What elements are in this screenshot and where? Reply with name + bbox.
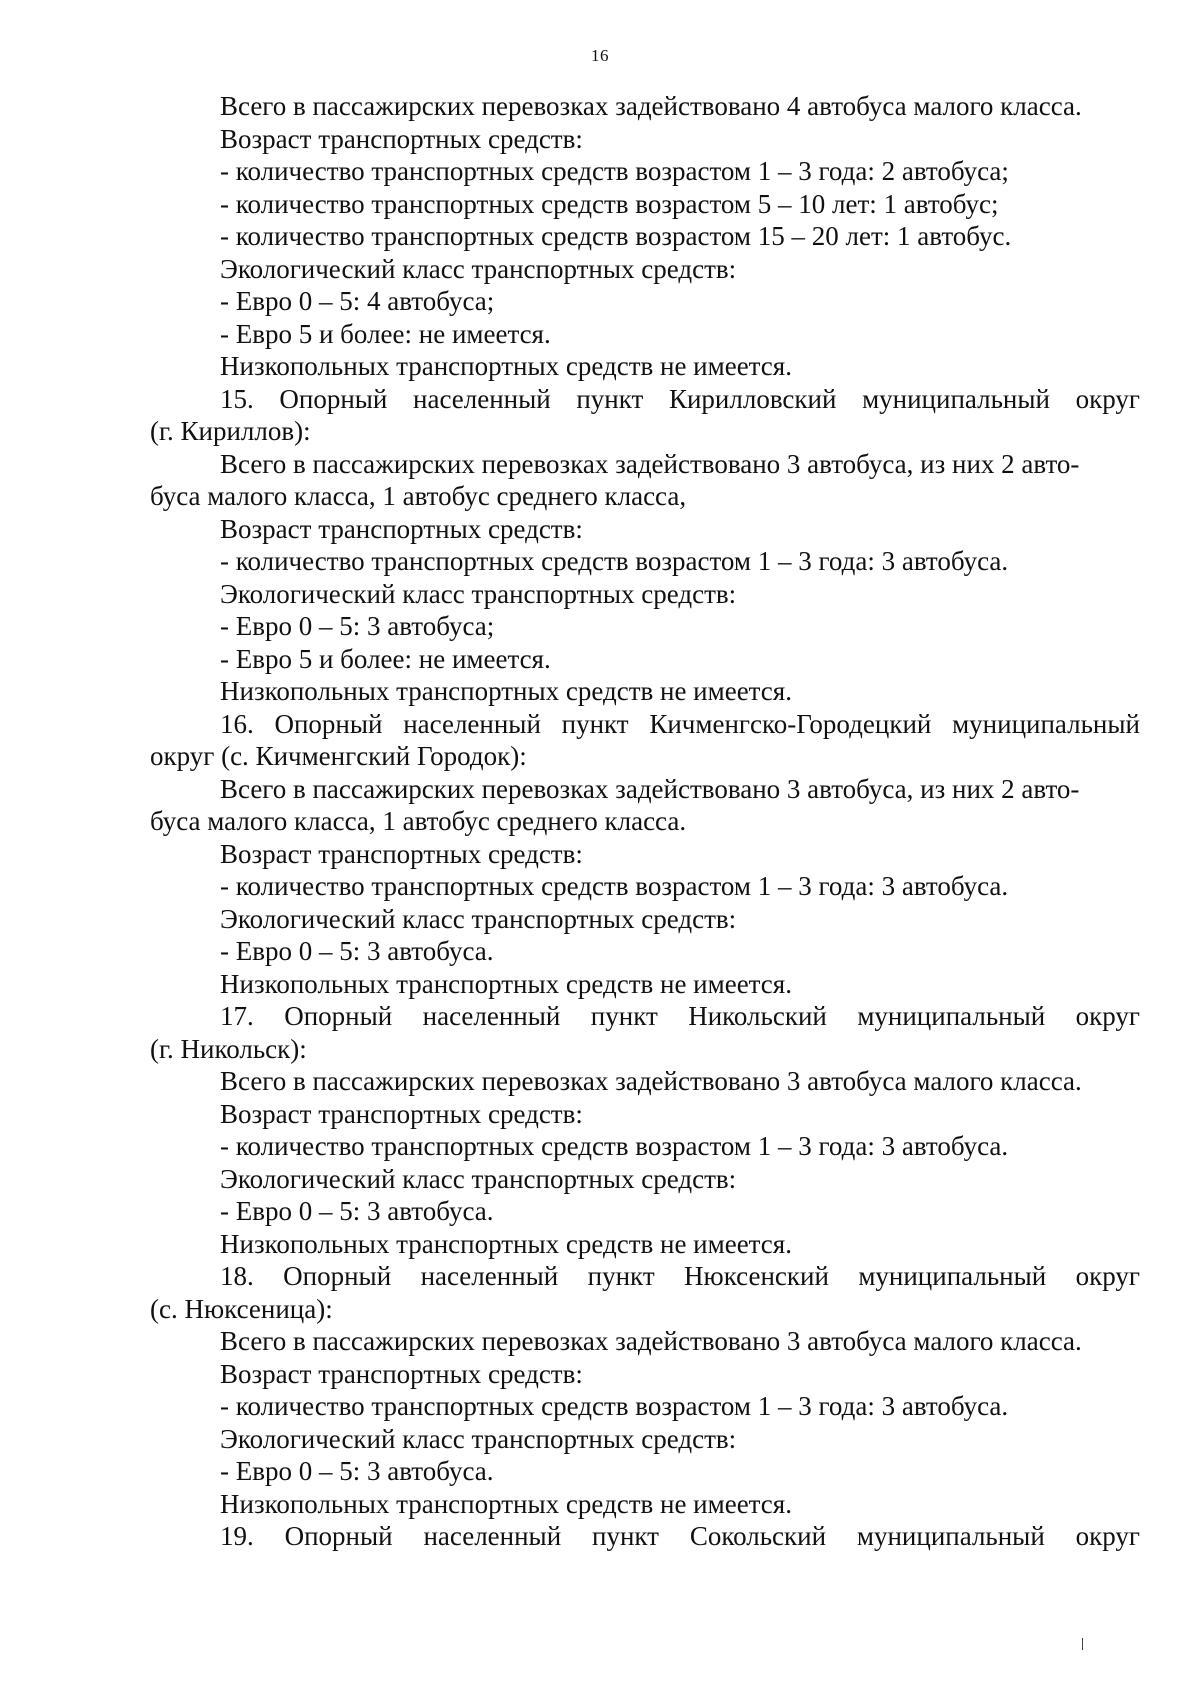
list-item: - Евро 0 – 5: 3 автобуса. (220, 1196, 494, 1226)
list-item: - Евро 0 – 5: 4 автобуса; (220, 286, 495, 316)
paragraph-line: Всего в пассажирских перевозках задействовано 3 автобуса малого класса. (220, 1066, 1082, 1096)
paragraph-line: Возраст транспортных средств: (220, 123, 583, 154)
paragraph-line: Экологический класс транспортных средств: (220, 253, 737, 284)
list-item: - количество транспортных средств возрастом 5 – 10 лет: 1 автобус; (220, 188, 999, 219)
list-item: - количество транспортных средств возрастом 1 – 3 года: 3 автобуса. (220, 546, 1009, 576)
heading-word: Опорный (279, 383, 388, 414)
heading-word: Опорный (283, 1261, 392, 1291)
paragraph-line: Низкопольных транспортных средств не имеется. (220, 676, 792, 706)
heading-word: муниципальный (856, 1521, 1045, 1551)
section-heading-17 (150, 1000, 1140, 1033)
heading-word: Опорный (284, 1001, 393, 1031)
paragraph-line: Возраст транспортных средств: (220, 513, 583, 544)
list-item: - количество транспортных средств возрастом 1 – 3 года: 3 автобуса. (220, 871, 1009, 901)
heading-word: Кирилловский (668, 383, 837, 414)
heading-word: пункт (561, 708, 629, 739)
paragraph-line: Экологический класс транспортных средств: (220, 1423, 737, 1454)
scan-artifact-mark (1082, 1638, 1083, 1650)
document-body (150, 90, 1140, 1553)
heading-word: Кичменгско-Городецкий (649, 708, 932, 739)
list-item: - Евро 5 и более: не имеется. (220, 643, 551, 674)
paragraph-line: Экологический класс транспортных средств: (220, 1163, 737, 1194)
paragraph-line: Всего в пассажирских перевозках задействовано 3 автобуса, из них 2 авто- (220, 773, 1080, 804)
heading-word: населенный (403, 708, 541, 739)
paragraph-line: Возраст транспортных средств: (220, 1098, 583, 1129)
heading-word: населенный (413, 383, 551, 414)
paragraph-line: Возраст транспортных средств: (220, 1358, 583, 1389)
heading-word: муниципальный (952, 708, 1140, 739)
section-heading-continuation: (с. Нюксеница): (150, 1293, 333, 1324)
heading-word: муниципальный (857, 1001, 1046, 1031)
list-item: - Евро 0 – 5: 3 автобуса; (220, 611, 495, 641)
paragraph-line: Низкопольных транспортных средств не имеется. (220, 1488, 792, 1519)
section-heading-19 (150, 1520, 1140, 1553)
paragraph-line: Низкопольных транспортных средств не имеется. (220, 968, 792, 999)
heading-word: 18. (220, 1261, 254, 1291)
paragraph-line: Всего в пассажирских перевозках задействовано 3 автобуса малого класса. (220, 1326, 1082, 1356)
heading-word: 15. (220, 383, 254, 414)
list-item: - количество транспортных средств возрастом 1 – 3 года: 2 автобуса; (220, 156, 1009, 186)
heading-word: 17. (220, 1001, 254, 1031)
list-item: - количество транспортных средств возрастом 15 – 20 лет: 1 автобус. (220, 221, 1012, 251)
heading-word: населенный (423, 1521, 562, 1551)
section-heading-18 (150, 1260, 1140, 1293)
section-heading-continuation: округ (с. Кичменгский Городок): (150, 741, 527, 771)
list-item: - количество транспортных средств возрастом 1 – 3 года: 3 автобуса. (220, 1131, 1009, 1161)
paragraph-line: Всего в пассажирских перевозках задействовано 4 автобуса малого класса. (220, 91, 1082, 121)
heading-word: Опорный (284, 1521, 393, 1551)
heading-word: пункт (576, 383, 644, 414)
list-item: - количество транспортных средств возрастом 1 – 3 года: 3 автобуса. (220, 1391, 1009, 1421)
heading-word: округ (1075, 1261, 1140, 1291)
section-heading-continuation: (г. Кириллов): (150, 416, 311, 446)
heading-word: Сокольский (689, 1521, 827, 1551)
heading-word: Нюксенский (684, 1261, 829, 1291)
heading-word: населенный (422, 1001, 561, 1031)
paragraph-line: Экологический класс транспортных средств: (220, 903, 737, 934)
heading-word: округ (1075, 383, 1140, 414)
heading-word: округ (1075, 1521, 1140, 1551)
section-heading-15 (150, 383, 1140, 416)
paragraph-line: Низкопольных транспортных средств не имеется. (220, 1228, 792, 1259)
heading-word: пункт (590, 1001, 658, 1031)
list-item: - Евро 5 и более: не имеется. (220, 318, 551, 349)
heading-word: Опорный (274, 708, 383, 739)
page-number: 16 (591, 46, 609, 65)
list-item: - Евро 0 – 5: 3 автобуса. (220, 936, 494, 966)
heading-word: пункт (587, 1261, 655, 1291)
heading-word: муниципальный (858, 1261, 1047, 1291)
paragraph-line: Возраст транспортных средств: (220, 838, 583, 869)
heading-word: населенный (420, 1261, 559, 1291)
heading-word: 16. (220, 708, 254, 739)
heading-word: муниципальный (862, 383, 1050, 414)
heading-word: пункт (592, 1521, 659, 1551)
paragraph-line: Низкопольных транспортных средств не имеется. (220, 351, 792, 381)
section-heading-continuation: (г. Никольск): (150, 1033, 307, 1064)
paragraph-line: Всего в пассажирских перевозках задействовано 3 автобуса, из них 2 авто- (220, 448, 1080, 479)
paragraph-line: Экологический класс транспортных средств: (220, 578, 737, 609)
list-item: - Евро 0 – 5: 3 автобуса. (220, 1456, 494, 1486)
heading-word: округ (1075, 1001, 1140, 1031)
heading-word: Никольский (688, 1001, 827, 1031)
heading-word: 19. (220, 1521, 254, 1551)
paragraph-line: буса малого класса, 1 автобус среднего класса. (150, 806, 687, 836)
paragraph-line: буса малого класса, 1 автобус среднего класса, (150, 481, 687, 511)
section-heading-16 (150, 708, 1140, 741)
